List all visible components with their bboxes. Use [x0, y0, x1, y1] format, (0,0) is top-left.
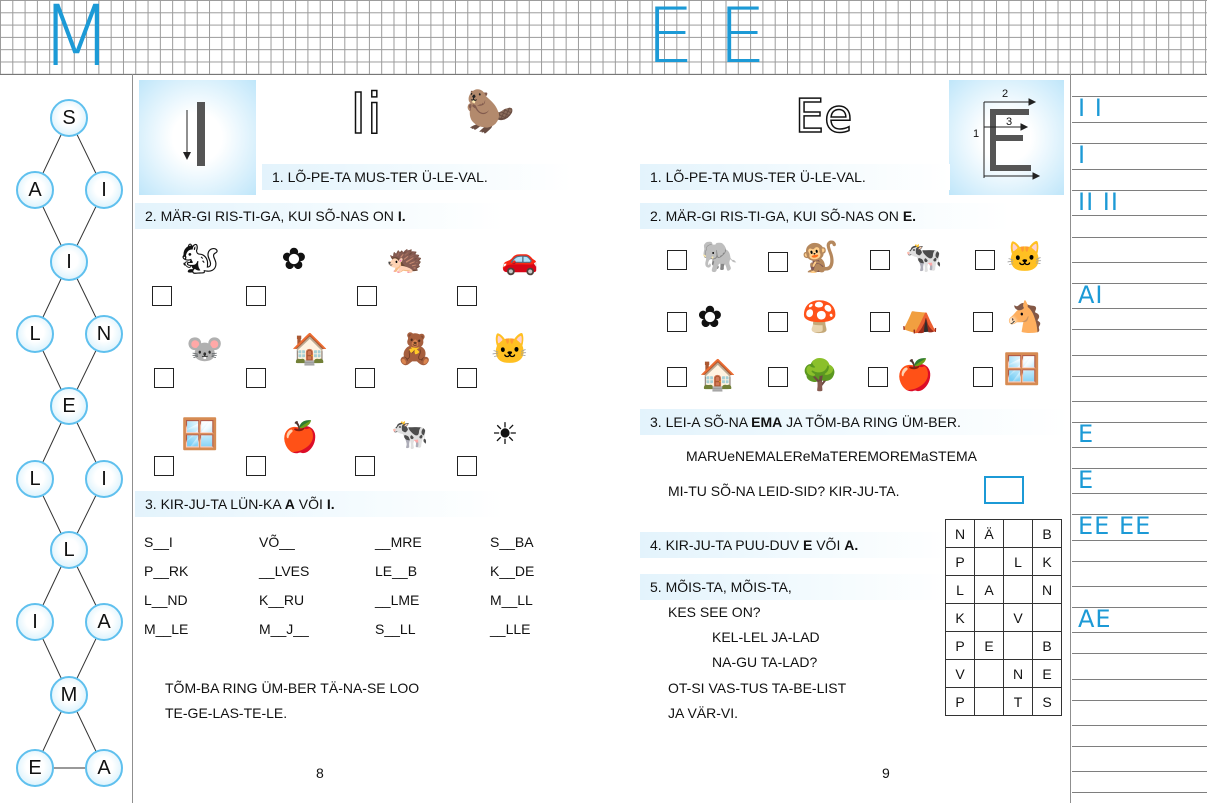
grid-cell[interactable]: P	[946, 688, 975, 716]
checkbox[interactable]	[355, 456, 375, 476]
checkbox[interactable]	[152, 286, 172, 306]
word-blank[interactable]: K__DE	[490, 563, 535, 579]
grid-cell[interactable]	[975, 604, 1004, 632]
checkbox[interactable]	[457, 286, 477, 306]
diamond-node: L	[16, 460, 54, 498]
diamond-node: E	[16, 749, 54, 787]
diamond-node: L	[16, 315, 54, 353]
diamond-node: M	[50, 676, 88, 714]
window-picture: 🪟	[181, 418, 219, 451]
word-blank[interactable]: __LVES	[259, 563, 310, 579]
checkbox[interactable]	[870, 312, 890, 332]
margin-text: II II	[1078, 188, 1119, 216]
letter-card-e	[949, 80, 1064, 195]
checkbox[interactable]	[154, 456, 174, 476]
task4-bar: 4. KIR-JU-TA PUU-DUV E VÕI A.	[640, 532, 950, 558]
grid-cell[interactable]: L	[946, 576, 975, 604]
grid-cell[interactable]: B	[1033, 520, 1062, 548]
grid-cell[interactable]: N	[1033, 576, 1062, 604]
margin-text: E	[1078, 420, 1095, 448]
tent-picture: ⛺	[901, 301, 939, 334]
checkbox[interactable]	[246, 286, 266, 306]
grid-cell[interactable]: L	[1004, 548, 1033, 576]
checkbox[interactable]	[667, 367, 687, 387]
grid-cell[interactable]	[1004, 576, 1033, 604]
word-blank[interactable]: S__BA	[490, 534, 534, 550]
horse-picture: 🐴	[1006, 301, 1044, 334]
word-blank[interactable]: M__LE	[144, 621, 189, 637]
margin-text: I	[1078, 141, 1087, 169]
word-blank[interactable]: S__I	[144, 534, 173, 550]
page-number: 9	[882, 765, 890, 781]
word-blank[interactable]: __LME	[375, 592, 420, 608]
grid-cell[interactable]	[1004, 520, 1033, 548]
diamond-node: A	[85, 603, 123, 641]
apple-picture: 🍎	[281, 421, 319, 454]
margin-text: AI	[1078, 281, 1104, 309]
right-margin-divider	[1070, 74, 1071, 803]
sun-picture: ☀	[491, 418, 519, 451]
checkbox[interactable]	[246, 368, 266, 388]
word-blank[interactable]: VÕ__	[259, 534, 295, 550]
cow-picture: 🐄	[391, 418, 429, 451]
card-num: 3	[1006, 116, 1013, 128]
car-picture: 🚗	[501, 243, 539, 276]
title-letters-e: Ee	[795, 89, 853, 143]
letter-grid	[945, 519, 1062, 716]
diamond-node: S	[50, 99, 88, 137]
grid-cell[interactable]: P	[946, 632, 975, 660]
word-blank[interactable]: __LLE	[490, 621, 531, 637]
grid-cell[interactable]: E	[1033, 660, 1062, 688]
left-margin-divider	[132, 74, 133, 803]
riddle-line: OT-SI VAS-TUS TA-BE-LIST	[668, 680, 847, 696]
cow-picture: 🐄	[905, 241, 943, 274]
task2-bar: 2. MÄR-GI RIS-TI-GA, KUI SÕ-NAS ON E.	[640, 203, 1010, 229]
task3-bar: 3. LEI-A SÕ-NA EMA JA TÕM-BA RING ÜM-BER.	[640, 409, 1070, 435]
diamond-node: I	[85, 171, 123, 209]
riddle-line: NA-GU TA-LAD?	[712, 654, 818, 670]
house-picture: 🏠	[699, 359, 737, 392]
apple-picture: 🍎	[896, 359, 934, 392]
footer-instruction: TE-GE-LAS-TE-LE.	[165, 705, 288, 721]
diamond-node: I	[16, 603, 54, 641]
word-blank[interactable]: K__RU	[259, 592, 305, 608]
checkbox[interactable]	[667, 250, 687, 270]
checkbox[interactable]	[973, 312, 993, 332]
top-grid-band	[0, 0, 1207, 75]
page-number: 8	[316, 765, 324, 781]
squirrel-picture: 🐿	[180, 243, 220, 276]
checkbox[interactable]	[973, 367, 993, 387]
hedgehog-illustration: 🦫	[465, 90, 515, 134]
checkbox[interactable]	[768, 312, 788, 332]
window-picture: 🪟	[1003, 353, 1041, 386]
checkbox[interactable]	[355, 368, 375, 388]
riddle-line: JA VÄR-VI.	[668, 705, 739, 721]
grid-cell[interactable]	[975, 660, 1004, 688]
grid-cell[interactable]: P	[946, 548, 975, 576]
grid-cell[interactable]: A	[975, 576, 1004, 604]
card-letter-bar	[197, 102, 205, 166]
flower-picture: ✿	[697, 301, 723, 334]
word-blank[interactable]: LE__B	[375, 563, 418, 579]
letter-string: MARUeNEMALEReMaTEREMOREMaSTEMA	[686, 448, 977, 464]
elephant-picture: 🐘	[701, 241, 739, 274]
riddle-line: KES SEE ON?	[668, 604, 761, 620]
task2-bar: 2. MÄR-GI RIS-TI-GA, KUI SÕ-NAS ON I.	[135, 203, 505, 229]
grid-cell[interactable]: N	[946, 520, 975, 548]
margin-text: AE	[1078, 605, 1112, 633]
grid-cell[interactable]: T	[1004, 688, 1033, 716]
diamond-node: A	[85, 749, 123, 787]
checkbox[interactable]	[357, 286, 377, 306]
task5-bar: 5. MÕIS-TA, MÕIS-TA,	[640, 574, 950, 600]
header-letter-m: M	[40, 0, 113, 85]
house-picture: 🏠	[291, 333, 329, 366]
word-blank[interactable]: L__ND	[144, 592, 188, 608]
word-blank[interactable]: M__J__	[259, 621, 309, 637]
teddy-picture: 🧸	[396, 333, 434, 366]
word-blank[interactable]: M__LL	[490, 592, 533, 608]
tree-picture: 🌳	[801, 359, 839, 392]
checkbox[interactable]	[457, 456, 477, 476]
grid-cell[interactable]: S	[1033, 688, 1062, 716]
diamond-node: N	[85, 315, 123, 353]
grid-cell[interactable]: E	[975, 632, 1004, 660]
grid-cell[interactable]: V	[946, 660, 975, 688]
answer-box[interactable]	[984, 476, 1024, 504]
diamond-node: I	[85, 460, 123, 498]
card-num: 1	[973, 128, 980, 140]
checkbox[interactable]	[768, 367, 788, 387]
cat-picture: 🐱	[1006, 241, 1044, 274]
riddle-line: KEL-LEL JA-LAD	[712, 629, 820, 645]
mushroom-picture: 🍄	[801, 301, 839, 334]
mouse-picture: 🐭	[186, 333, 224, 366]
diamond-node: I	[50, 243, 88, 281]
grid-cell[interactable]	[975, 688, 1004, 716]
checkbox[interactable]	[975, 250, 995, 270]
grid-cell[interactable]	[1004, 632, 1033, 660]
checkbox[interactable]	[246, 456, 266, 476]
cat-picture: 🐱	[491, 333, 529, 366]
word-blank[interactable]: S__LL	[375, 621, 416, 637]
title-letters-i: Ii	[350, 82, 383, 147]
word-blank[interactable]: P__RK	[144, 563, 189, 579]
flower-picture: ✿	[281, 243, 307, 276]
grid-cell[interactable]	[1033, 604, 1062, 632]
margin-text: I I	[1078, 94, 1103, 122]
checkbox[interactable]	[154, 368, 174, 388]
diamond-node: L	[50, 531, 88, 569]
grid-cell[interactable]	[975, 548, 1004, 576]
task3-bar: 3. KIR-JU-TA LÜN-KA A VÕI I.	[135, 491, 505, 517]
task1-bar: 1. LÕ-PE-TA MUS-TER Ü-LE-VAL.	[640, 164, 950, 190]
diamond-node: E	[50, 387, 88, 425]
margin-text: EE EE	[1078, 512, 1152, 540]
grid-cell[interactable]: V	[1004, 604, 1033, 632]
count-question: MI-TU SÕ-NA LEID-SID? KIR-JU-TA.	[668, 483, 900, 499]
grid-cell[interactable]: K	[946, 604, 975, 632]
header-letter-e: E E	[646, 0, 767, 80]
word-blank[interactable]: __MRE	[375, 534, 422, 550]
task1-bar: 1. LÕ-PE-TA MUS-TER Ü-LE-VAL.	[262, 164, 572, 190]
monkey-picture: 🐒	[801, 241, 839, 274]
checkbox[interactable]	[870, 250, 890, 270]
checkbox[interactable]	[768, 252, 788, 272]
grid-cell[interactable]: B	[1033, 632, 1062, 660]
card-num: 2	[1002, 88, 1009, 100]
margin-text: E	[1078, 466, 1095, 494]
hedgehog-picture: 🦔	[386, 243, 424, 276]
checkbox[interactable]	[457, 368, 477, 388]
grid-cell[interactable]: K	[1033, 548, 1062, 576]
diamond-node: A	[16, 171, 54, 209]
letter-card-i	[139, 80, 256, 195]
footer-instruction: TÕM-BA RING ÜM-BER TÄ-NA-SE LOO	[165, 680, 420, 696]
grid-cell[interactable]: N	[1004, 660, 1033, 688]
grid-cell[interactable]: Ä	[975, 520, 1004, 548]
